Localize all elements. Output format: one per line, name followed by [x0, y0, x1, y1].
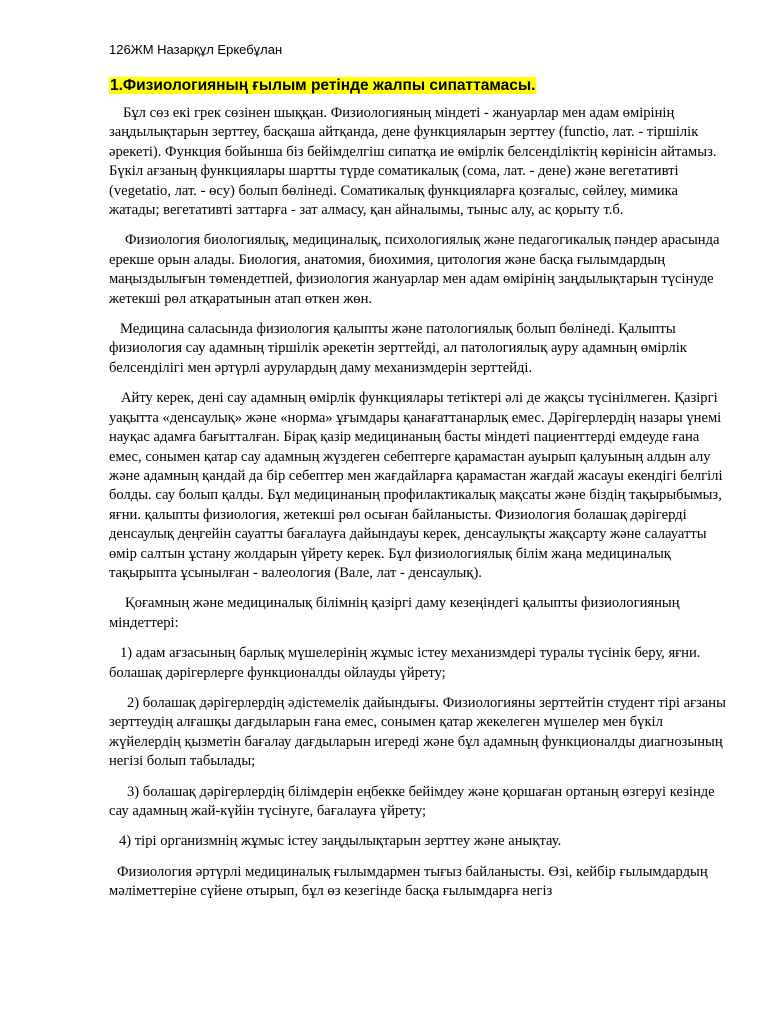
- heading-highlight: 1.Физиологияның ғылым ретінде жалпы сипаттамасы.: [110, 77, 536, 94]
- author-line: 126ЖМ Назарқұл Еркебұлан: [109, 42, 283, 57]
- paragraph-normal-pathological: Медицина саласында физиология қалыпты және патологиялық болып бөлінеді. Қалыпты физиология сау адамның тіршілік әрекетін зерттейді, ал патологиялық ауру адамның өмірлік белсенділігі мен әртүрлі аурулардың даму механизмдерін зерттейді.: [109, 321, 687, 376]
- paragraph-intro: Бұл сөз екі грек сөзінен шыққан. Физиологияның міндеті - жануарлар мен адам өмірінің заңдылықтарын зерттеу, басқаша айтқанда, дене функцияларын зерттеу (functio, лат. - тіршілік әрекеті). Функция бойынша біз бейімделгіш сипатқа ие өмірлік белсенділіктің көрінісін айтамыз. Бүкіл ағзаның функциялары шартты түрде соматикалық (сома, лат. - дене) және вегетативті (vegetatio, лат. - өсу) болып бөлінеді. Соматикалық функцияларға қозғалыс, сөйлеу, мимика жатады; вегетативті заттарға - зат алмасу, қан айналымы, тыныс алу, ас қорыту т.б.: [109, 105, 717, 219]
- paragraph-health-norm: Айту керек, дені сау адамның өмірлік функциялары тетіктері әлі де жақсы түсінілмеген. Қазіргі уақытта «денсаулық» және «норма» ұғымдары қанағаттанарлық емес. Дәрігерлердің назары үнемі науқас адамға бағытталған. Бірақ қазір медицинаның басты міндеті пациенттерді емдеуде ғана емес, сонымен қатар сау адамның жүздеген себептерге қарамастан ауырып қалуының алдын алу және адамның қандай да бір себептер мен жағдайларға қарамастан жағдай жасауы екендігі белгілі болды. сау болып қалды. Бұл медицинаның профилактикалық мақсаты және біздің тақырыбымыз, яғни. қалыпты физиология, жетекші рөл осыған байланысты. Физиология болашақ дәрігерді денсаулық деңгейін сауатты бағалауға дайындауы керек, денсаулықты жақсарту және салауатты өмір салтын ұстану жолдарын үйрету керек. Бұл физиологиялық білім жаңа медициналық тақырыпта ұсынылған - валеология (Вале, лат - денсаулық).: [109, 390, 723, 581]
- list-item-task-2: 2) болашақ дәрігерлердің әдістемелік дайындығы. Физиологияны зерттейтін студент тірі ағзаны зерттеудің алғашқы дағдыларын ғана емес, сонымен қатар жекелеген мүшелер мен бүкіл жүйелердің қызметін бағалау дағдыларын игереді және бұл адамның функционалды диагнозының негізі болып табылады;: [109, 694, 726, 770]
- paragraph-tasks-intro: Қоғамның және медициналық білімнің қазіргі даму кезеңіндегі қалыпты физиологияның міндеттері:: [109, 595, 680, 631]
- paragraph-place-of-physiology: Физиология биологиялық, медициналық, психологиялық және педагогикалық пәндер арасында ерекше орын алады. Биология, анатомия, биохимия, цитология және басқа ғылымдардың маңыздылығын төмендетпей, физиология жануарлар мен адам өмірінің заңдылықтарын түсінуде жетекші рөл атқаратынын атап өткен жөн.: [109, 232, 720, 307]
- paragraph-related-sciences: Физиология әртүрлі медициналық ғылымдармен тығыз байланысты. Өзі, кейбір ғылымдардың мәліметтеріне сүйене отырып, бұл өз кезегінде басқа ғылымдарға негіз: [109, 863, 708, 900]
- document-body: [109, 104, 728, 913]
- list-item-task-1: 1) адам ағзасының барлық мүшелерінің жұмыс істеу механизмдері туралы түсінік беру, яғни. болашақ дәрігерлерге функционалды ойлауды үйрету;: [109, 645, 701, 681]
- section-heading: [109, 76, 536, 95]
- list-item-task-4: 4) тірі организмнің жұмыс істеу заңдылықтарын зерттеу және анықтау.: [119, 833, 562, 850]
- list-item-task-3: 3) болашақ дәрігерлердің білімдерін еңбекке бейімдеу және қоршаған ортаның өзгеруі кезінде сау адамның жай-күйін түсінуге, бағалауға үйрету;: [109, 783, 715, 819]
